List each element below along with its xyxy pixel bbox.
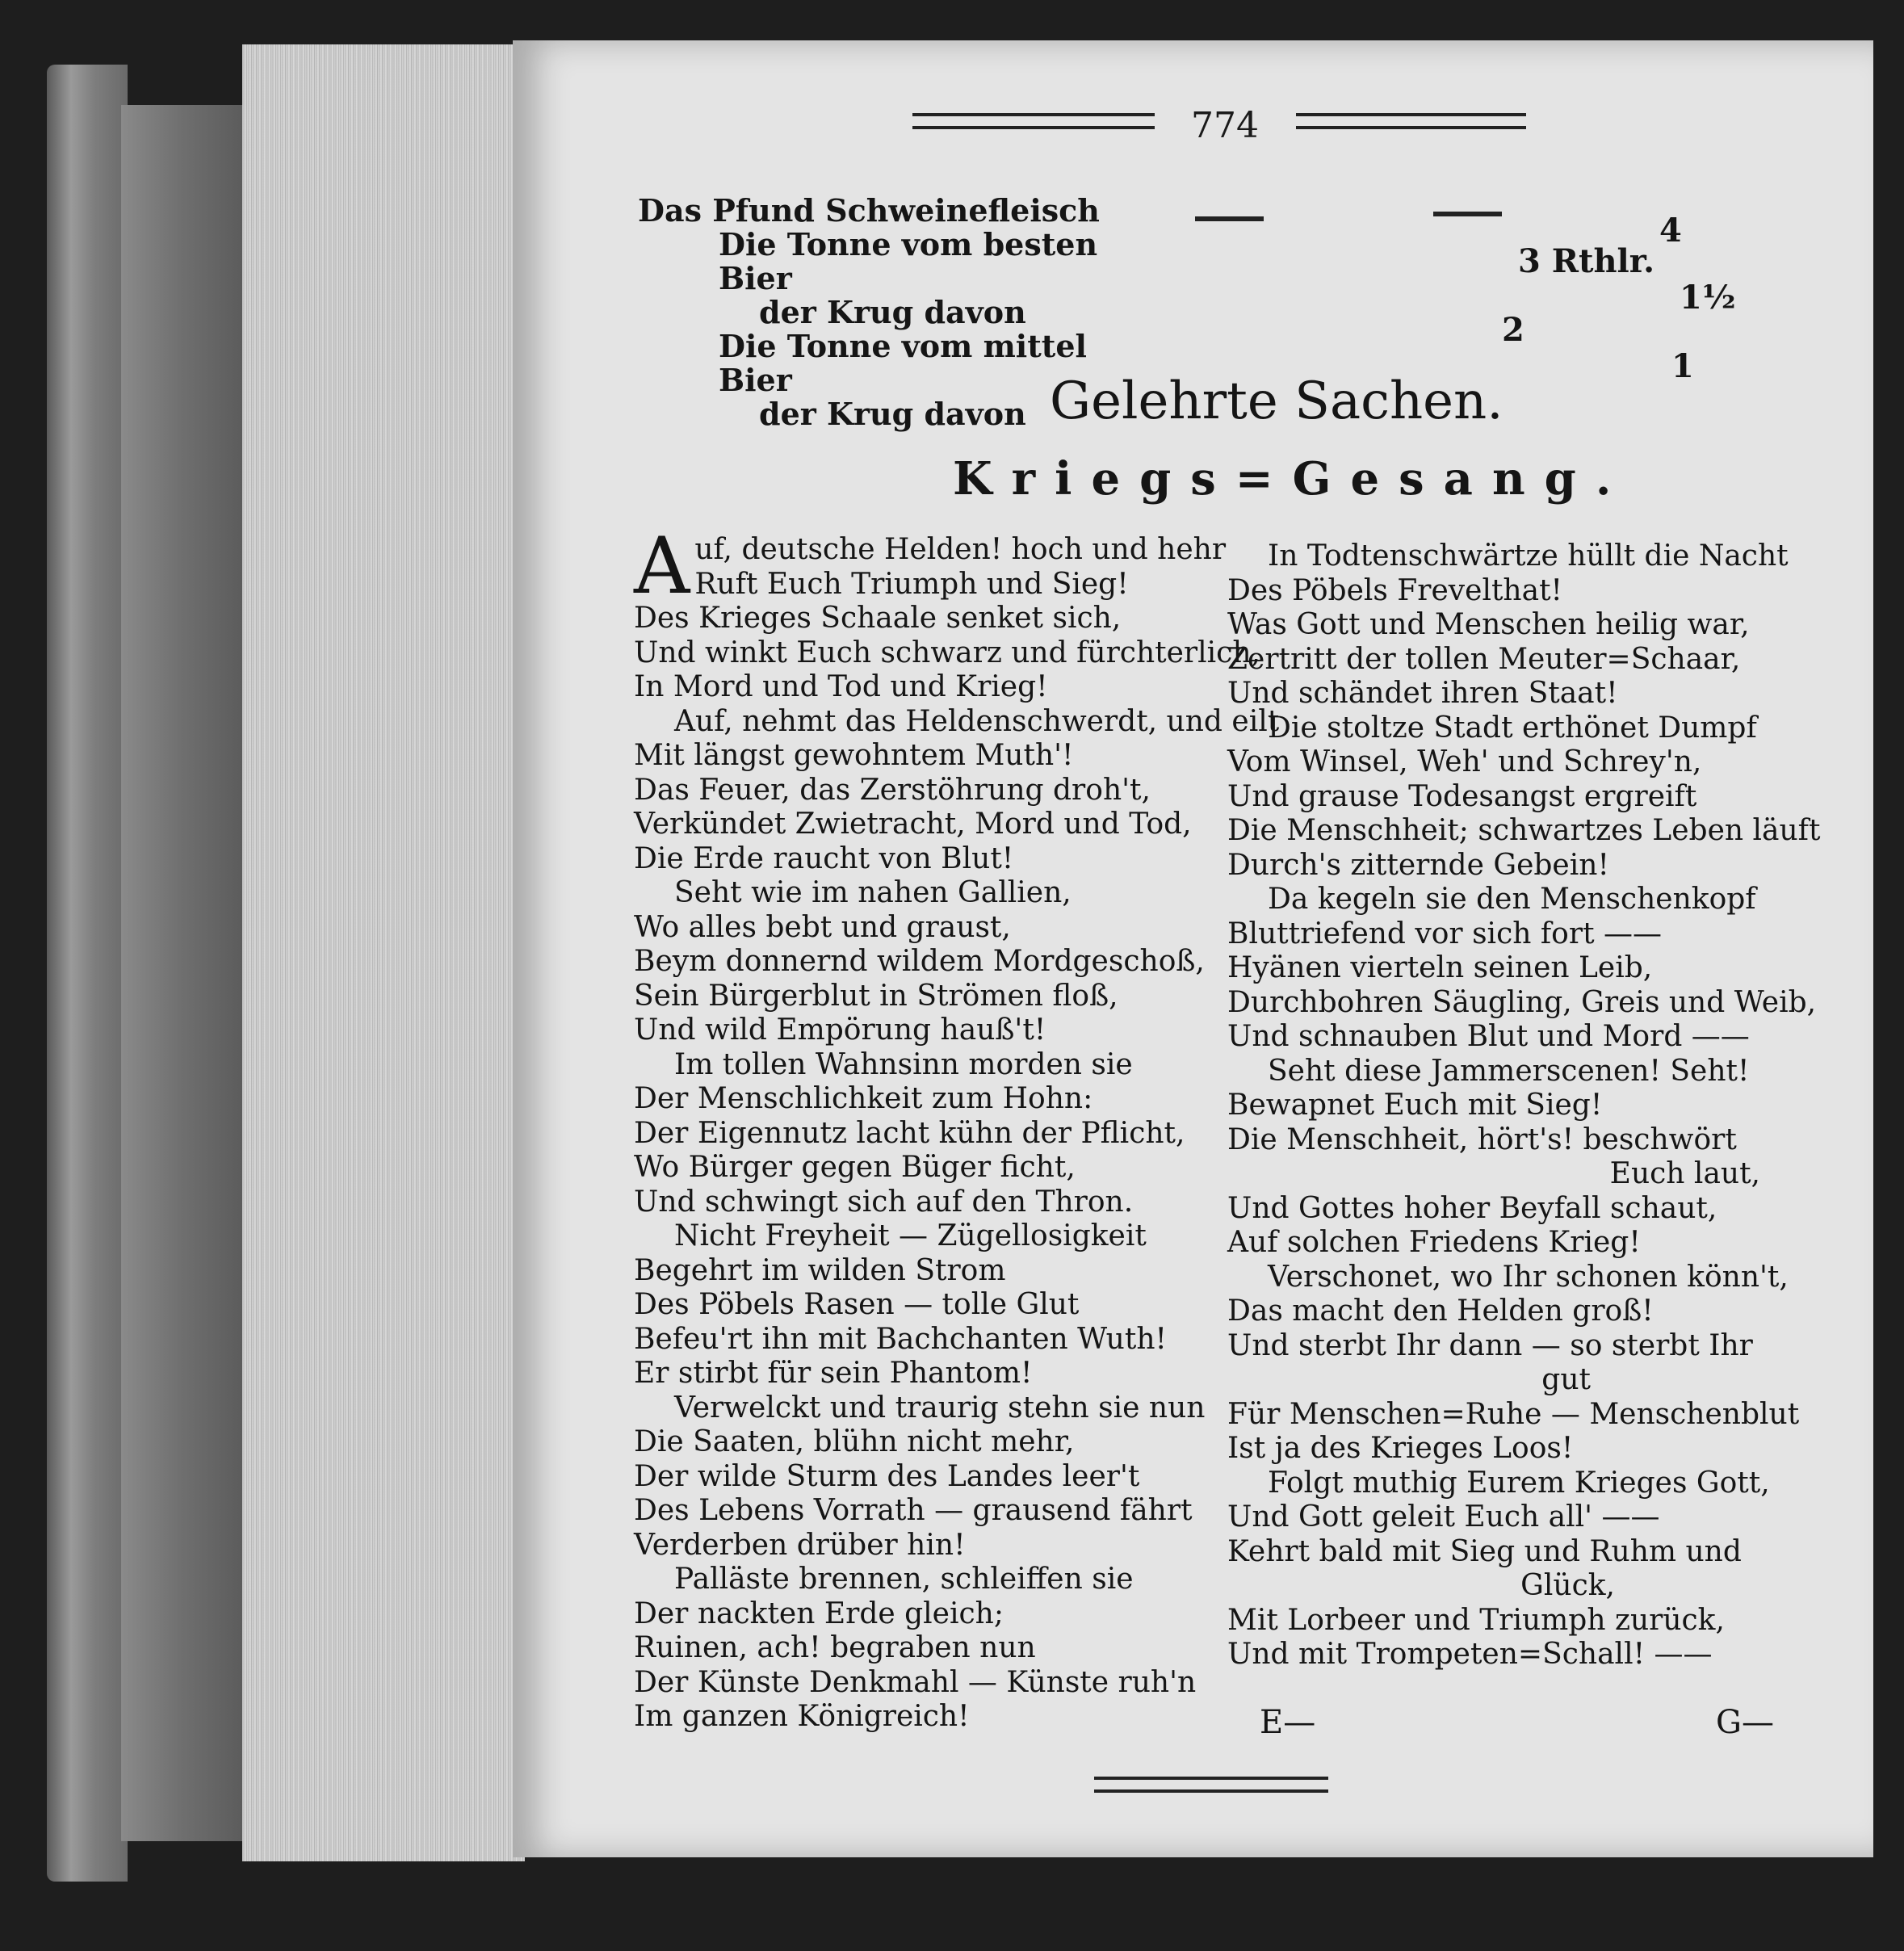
poem-line: Und mit Trompeten=Schall! —— — [1227, 1638, 1713, 1671]
page-number: 774 — [1191, 105, 1259, 146]
poem-line: Vom Winsel, Weh' und Schrey'n, — [1227, 745, 1702, 778]
poem-line: Glück, — [1520, 1569, 1615, 1602]
price-value: 2 — [1502, 311, 1524, 349]
header-rule-right — [1296, 113, 1526, 129]
poem-line: Seht wie im nahen Gallien, — [674, 876, 1072, 909]
price-row-item: Die Tonne vom besten Bier — [719, 226, 1098, 296]
footer-rule — [1094, 1777, 1328, 1793]
poem-line: Und schnauben Blut und Mord —— — [1227, 1020, 1750, 1053]
poem-line: Palläste brennen, schleiffen sie — [674, 1563, 1134, 1596]
poem-line: Bewapnet Euch mit Sieg! — [1227, 1089, 1603, 1122]
poem-line: Auf solchen Friedens Krieg! — [1227, 1226, 1641, 1259]
poem-line: Sein Bürgerblut in Strömen floß, — [634, 979, 1118, 1013]
poem-line: Im ganzen Königreich! — [634, 1700, 970, 1733]
poem-line: Und grause Todesangst ergreift — [1227, 779, 1697, 813]
price-row-item: Die Tonne vom mittel Bier — [719, 328, 1087, 398]
poem-line: gut — [1541, 1363, 1591, 1396]
price-value: 1½ — [1680, 279, 1736, 317]
poem-line: Ruinen, ach! begraben nun — [634, 1631, 1036, 1664]
poem-line: Das Feuer, das Zerstöhrung droh't, — [634, 773, 1151, 807]
book-cover — [47, 65, 128, 1882]
poem-line: Seht diese Jammerscenen! Seht! — [1268, 1054, 1750, 1088]
section-title: Gelehrte Sachen. — [1050, 371, 1503, 431]
poem-line: Der nackten Erde gleich; — [634, 1596, 1004, 1630]
price-row-item: Das Pfund Schweinefleisch — [638, 192, 1100, 229]
poem-line: Zertritt der tollen Meuter=Schaar, — [1227, 642, 1741, 676]
price-row-item: der Krug davon — [759, 294, 1026, 330]
poem-left-column — [634, 521, 1280, 1735]
poem-line: Mit Lorbeer und Triumph zurück, — [1227, 1603, 1725, 1637]
poem-line: Die Menschheit, hört's! beschwört — [1227, 1122, 1737, 1156]
poem-line: Was Gott und Menschen heilig war, — [1227, 608, 1750, 641]
poem-line: Und schwingt sich auf den Thron. — [634, 1185, 1134, 1219]
signature-right: G— — [1716, 1704, 1774, 1741]
poem-line: In Todtenschwärtze hüllt die Nacht — [1268, 539, 1789, 573]
table-dash — [1433, 212, 1502, 216]
poem-line: Und Gottes hoher Beyfall schaut, — [1227, 1191, 1717, 1225]
poem-line: Verderben drüber hin! — [634, 1528, 966, 1562]
page-edges — [242, 44, 525, 1861]
poem-line: Verwelckt und traurig stehn sie nun — [674, 1391, 1206, 1424]
poem-line: Die Erde raucht von Blut! — [634, 841, 1014, 875]
poem-line-text: uf, deutsche Helden! hoch und hehr — [694, 533, 1227, 566]
poem-line: Durchbohren Säugling, Greis und Weib, — [1227, 985, 1817, 1019]
poem-line: Beym donnernd wildem Mordgeschoß, — [634, 945, 1205, 978]
poem-line: Die Menschheit; schwartzes Leben läuft — [1227, 814, 1821, 847]
poem-line: Der wilde Sturm des Landes leer't — [634, 1459, 1140, 1493]
poem-line: Hyänen vierteln seinen Leib, — [1227, 951, 1653, 984]
poem-line: Folgt muthig Eurem Krieges Gott, — [1268, 1466, 1770, 1500]
price-value: 1 — [1671, 347, 1694, 385]
table-dash — [1195, 216, 1264, 221]
poem-line: Verkündet Zwietracht, Mord und Tod, — [634, 808, 1192, 841]
drop-cap: A — [634, 521, 690, 611]
poem-line: Bluttriefend vor sich fort —— — [1227, 917, 1662, 950]
poem-right-column — [1227, 539, 1821, 1672]
poem-line: Des Lebens Vorrath — grausend fährt — [634, 1494, 1193, 1527]
poem-line: Auf, nehmt das Heldenschwerdt, und eilt — [674, 704, 1280, 738]
poem-line: Der Künste Denkmahl — Künste ruh'n — [634, 1665, 1197, 1699]
poem-line: Und sterbt Ihr dann — so sterbt Ihr — [1227, 1328, 1753, 1362]
poem-line: Begehrt im wilden Strom — [634, 1253, 1006, 1287]
poem-line: Der Eigennutz lacht kühn der Pflicht, — [634, 1116, 1185, 1150]
poem-line: Wo alles bebt und graust, — [634, 910, 1011, 944]
poem-line: Verschonet, wo Ihr schonen könn't, — [1268, 1260, 1789, 1294]
poem-line: Des Krieges Schaale senket sich, — [634, 602, 1122, 635]
poem-line: Im tollen Wahnsinn morden sie — [674, 1047, 1133, 1081]
price-row-item: der Krug davon — [759, 396, 1026, 432]
poem-line: Und schändet ihren Staat! — [1227, 677, 1618, 710]
poem-line: Und Gott geleit Euch all' —— — [1227, 1500, 1660, 1534]
poem-line: Euch laut, — [1609, 1157, 1760, 1190]
poem-line: Nicht Freyheit — Zügellosigkeit — [674, 1219, 1147, 1252]
poem-line: Ist ja des Krieges Loos! — [1227, 1432, 1574, 1465]
poem-title: Kriegs=Gesang. — [953, 452, 1631, 506]
poem-line: Des Pöbels Frevelthat! — [1227, 573, 1563, 607]
poem-line: In Mord und Tod und Krieg! — [634, 670, 1048, 703]
poem-line: Die Saaten, blühn nicht mehr, — [634, 1425, 1075, 1458]
poem-line: Des Pöbels Rasen — tolle Glut — [634, 1288, 1080, 1321]
poem-line: Da kegeln sie den Menschenkopf — [1268, 883, 1756, 916]
poem-line: Mit längst gewohntem Muth'! — [634, 739, 1074, 772]
poem-line: Wo Bürger gegen Büger ficht, — [634, 1151, 1076, 1184]
poem-line: Kehrt bald mit Sieg und Ruhm und — [1227, 1534, 1742, 1568]
book-spine — [121, 105, 242, 1841]
poem-line: Die stoltze Stadt erthönet Dumpf — [1268, 711, 1757, 745]
poem-line: Ruft Euch Triumph und Sieg! — [694, 567, 1129, 601]
price-value: 4 — [1659, 212, 1682, 250]
signature-left: E— — [1260, 1704, 1316, 1741]
price-value: 3 Rthlr. — [1518, 242, 1655, 280]
poem-line: Das macht den Helden groß! — [1227, 1294, 1654, 1328]
poem-line: Für Menschen=Ruhe — Menschenblut — [1227, 1397, 1800, 1431]
header-rule-left — [912, 113, 1155, 129]
poem-line: Er stirbt für sein Phantom! — [634, 1357, 1033, 1390]
poem-line: Und winkt Euch schwarz und fürchterlich, — [634, 636, 1260, 669]
poem-line: Durch's zitternde Gebein! — [1227, 848, 1609, 882]
poem-line: Befeu'rt ihn mit Bachchanten Wuth! — [634, 1322, 1167, 1356]
poem-line: Und wild Empörung hauß't! — [634, 1013, 1046, 1047]
poem-line: Der Menschlichkeit zum Hohn: — [634, 1082, 1093, 1115]
